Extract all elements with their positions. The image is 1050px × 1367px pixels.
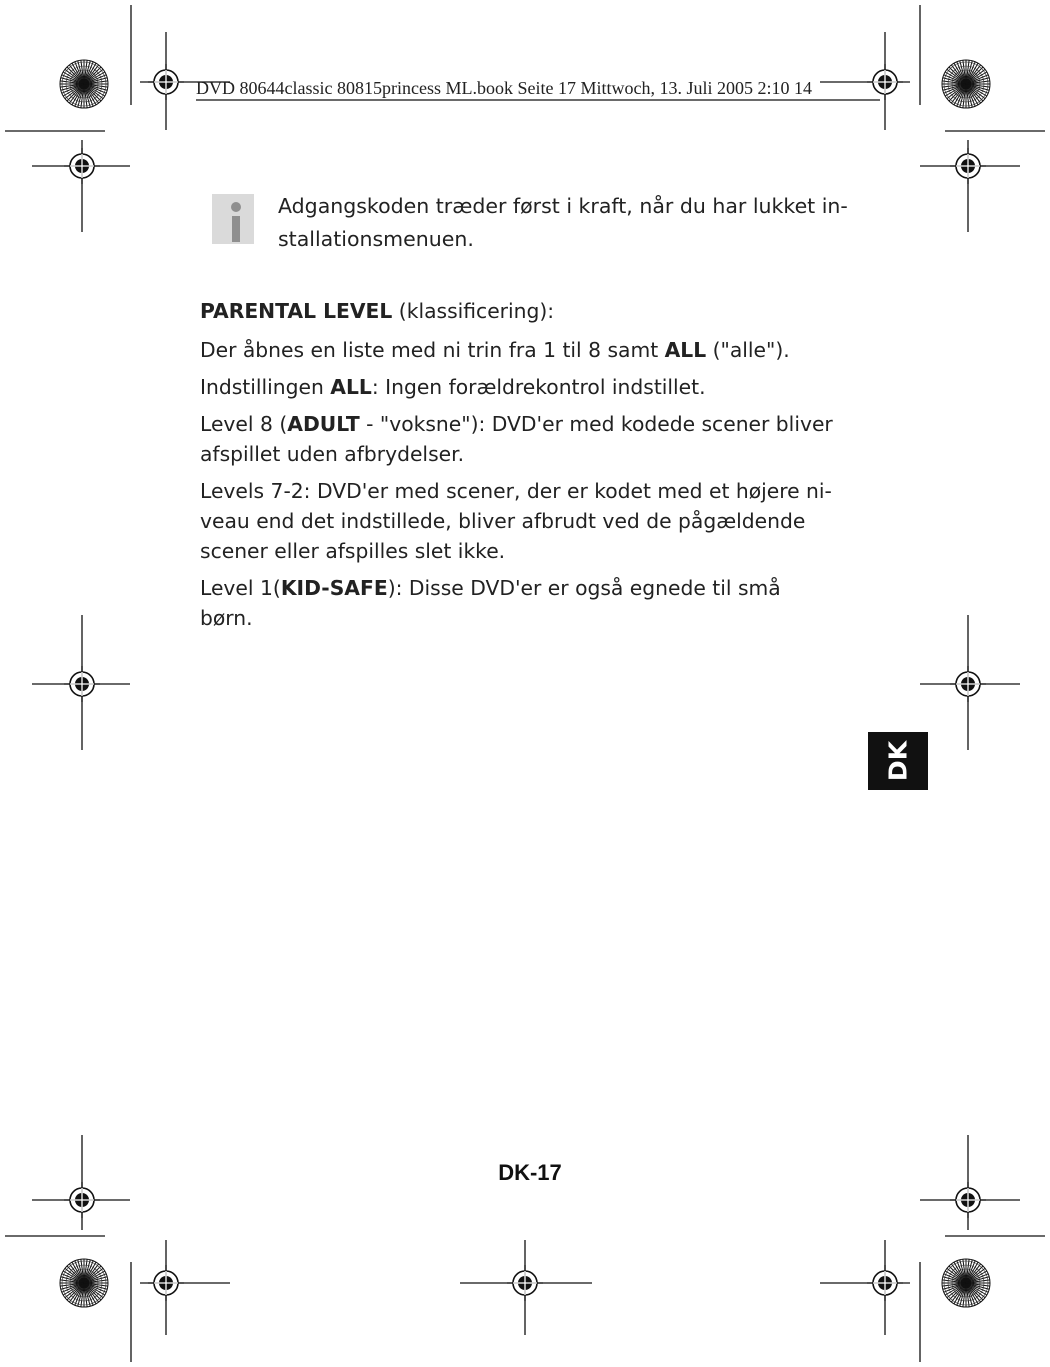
- crosshair-target-icon: [867, 64, 903, 100]
- paragraph-list-levels: [200, 335, 860, 365]
- heading-rest: (klassificering):: [392, 299, 555, 323]
- book-file-header: DVD 80644classic 80815princess ML.book Seite 17 Mittwoch, 13. Juli 2005 2:10 14: [196, 78, 812, 98]
- parental-level-section: [200, 296, 860, 640]
- crosshair-target-icon: [507, 1265, 543, 1301]
- text-run: børn.: [200, 606, 253, 630]
- text-line: Levels 7-2: DVD'er med scener, der er kodet med et højere ni-: [200, 479, 832, 503]
- crosshair-target-icon: [148, 64, 184, 100]
- info-note-line: stallationsmenuen.: [278, 227, 474, 251]
- crosshair-target-icon: [64, 1182, 100, 1218]
- crosshair-target-icon: [64, 148, 100, 184]
- starburst-icon: [942, 60, 990, 108]
- language-tab: [868, 732, 928, 790]
- info-note-text: [278, 190, 858, 256]
- info-icon-dot: [231, 202, 241, 212]
- text-line: veau end det indstillede, bliver afbrudt ved de pågældende: [200, 509, 806, 533]
- crosshair-target-icon: [950, 148, 986, 184]
- info-icon: [212, 194, 254, 244]
- info-icon-stem: [232, 216, 240, 242]
- text-run: ("alle").: [706, 338, 790, 362]
- starburst-icon: [60, 1259, 108, 1307]
- bold-run: ADULT: [287, 412, 360, 436]
- text-line: scener eller afspilles slet ikke.: [200, 539, 506, 563]
- text-run: - "voksne"): DVD'er med kodede scener bliver: [359, 412, 833, 436]
- starburst-icon: [942, 1259, 990, 1307]
- paragraph-setting-all: [200, 372, 860, 402]
- paragraph-level-1: [200, 573, 860, 633]
- paragraph-level-8: [200, 409, 860, 469]
- page-number: DK-17: [498, 1160, 562, 1185]
- starburst-icon: [60, 60, 108, 108]
- heading-bold: PARENTAL LEVEL: [200, 299, 393, 323]
- bold-run: ALL: [664, 338, 707, 362]
- text-run: afspillet uden afbrydelser.: [200, 442, 465, 466]
- info-note-line: Adgangskoden træder først i kraft, når du har lukket in-: [278, 194, 848, 218]
- text-run: Level 1(: [200, 576, 281, 600]
- crosshair-target-icon: [950, 666, 986, 702]
- text-run: Der åbnes en liste med ni trin fra 1 til 8 samt: [200, 338, 665, 362]
- text-run: Level 8 (: [200, 412, 288, 436]
- language-tab-label: DK: [883, 740, 913, 782]
- section-heading: [200, 296, 860, 326]
- paragraph-levels-7-2: [200, 476, 860, 566]
- bold-run: ALL: [330, 375, 372, 399]
- bold-run: KID-SAFE: [280, 576, 388, 600]
- text-run: ): Disse DVD'er er også egnede til små: [387, 576, 781, 600]
- crosshair-target-icon: [148, 1265, 184, 1301]
- crosshair-target-icon: [867, 1265, 903, 1301]
- crosshair-target-icon: [950, 1182, 986, 1218]
- text-run: : Ingen forældrekontrol indstillet.: [371, 375, 706, 399]
- text-run: Indstillingen: [200, 375, 331, 399]
- crosshair-target-icon: [64, 666, 100, 702]
